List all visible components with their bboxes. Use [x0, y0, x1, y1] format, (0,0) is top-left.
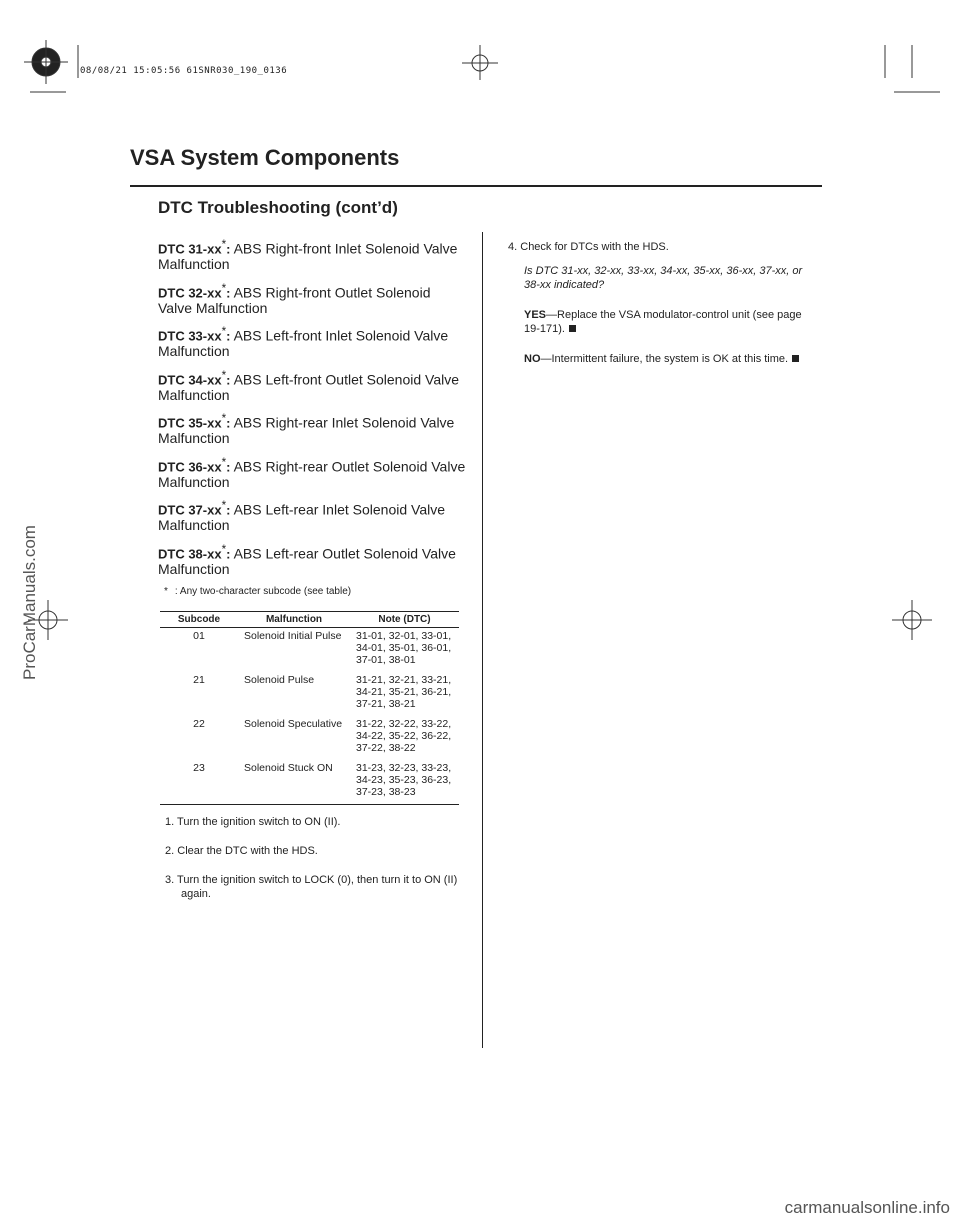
dtc-description: ABS Left-rear Outlet Solenoid Valve Malfunction: [158, 545, 456, 577]
cell-note: 31-22, 32-22, 33-22, 34-22, 35-22, 36-22, 37-22, 38-22: [356, 718, 452, 754]
cell-subcode: 22: [193, 718, 205, 730]
dtc-item: [158, 411, 468, 446]
subcode-footnote: [164, 586, 351, 597]
procedure-step: [165, 844, 465, 858]
section-subtitle: DTC Troubleshooting (cont’d): [158, 198, 398, 217]
no-label: NO: [524, 353, 541, 365]
dtc-item: [158, 542, 468, 577]
page-title: VSA System Components: [130, 145, 400, 170]
dtc-description: ABS Left-rear Inlet Solenoid Valve Malfunction: [158, 501, 446, 533]
dtc-colon: :: [226, 546, 231, 562]
dtc-colon: :: [226, 241, 231, 257]
end-square-icon: [569, 325, 576, 332]
dtc-description: ABS Right-rear Outlet Solenoid Valve Malfunction: [158, 458, 466, 490]
cell-note: 31-01, 32-01, 33-01, 34-01, 35-01, 36-01, 37-01, 38-01: [356, 630, 452, 666]
dtc-description: ABS Left-front Inlet Solenoid Valve Malfunction: [158, 327, 449, 359]
dtc-description: ABS Right-rear Inlet Solenoid Valve Malfunction: [158, 414, 455, 446]
yes-label: YES: [524, 309, 547, 321]
dtc-item: [158, 324, 468, 359]
side-watermark: ProCarManuals.com: [20, 525, 39, 680]
footnote-marker: *: [164, 586, 168, 597]
dtc-item: [158, 368, 468, 403]
dtc-code: DTC 32-xx: [158, 285, 222, 301]
subcode-marker: *: [221, 369, 227, 382]
step-number: 3.: [165, 874, 175, 886]
dtc-item: [158, 498, 468, 533]
step-text: Turn the ignition switch to ON (II).: [177, 816, 341, 828]
procedure-steps: [165, 815, 465, 916]
subcode-marker: *: [221, 412, 227, 425]
step-4-block: [508, 240, 808, 366]
table-row: [160, 716, 459, 760]
step-number: 1.: [165, 816, 175, 828]
dtc-description: ABS Left-front Outlet Solenoid Valve Malfunction: [158, 371, 460, 403]
dtc-code: DTC 31-xx: [158, 241, 222, 257]
dtc-colon: :: [226, 459, 231, 475]
step-number: 4.: [508, 241, 518, 253]
cell-subcode: 21: [193, 674, 205, 686]
subcode-marker: *: [221, 282, 227, 295]
cell-note: 31-23, 32-23, 33-23, 34-23, 35-23, 36-23, 37-23, 38-23: [350, 760, 459, 805]
bottom-watermark: carmanualsonline.info: [784, 1198, 950, 1217]
dtc-colon: :: [226, 502, 231, 518]
dtc-code: DTC 36-xx: [158, 459, 222, 475]
title-divider: [130, 185, 822, 187]
no-text: Intermittent failure, the system is OK at this time.: [551, 353, 789, 365]
dtc-code: DTC 33-xx: [158, 328, 222, 344]
subcode-marker: *: [221, 499, 227, 512]
procedure-step: [165, 815, 465, 829]
cell-malfunction: Solenoid Speculative: [244, 718, 343, 730]
subcode-table: [160, 611, 459, 805]
subcode-marker: *: [221, 325, 227, 338]
cell-note: 31-21, 32-21, 33-21, 34-21, 35-21, 36-21, 37-21, 38-21: [356, 674, 452, 710]
cell-subcode: 23: [160, 760, 238, 805]
print-stamp: 08/08/21 15:05:56 61SNR030_190_0136: [80, 66, 288, 76]
step-text: Check for DTCs with the HDS.: [520, 241, 669, 253]
yes-answer: YES—Replace the VSA modulator-control unit (see page 19-171).: [524, 309, 802, 335]
table-row: [160, 760, 459, 805]
header-note: Note (DTC): [350, 612, 459, 628]
cell-malfunction: Solenoid Initial Pulse: [244, 630, 342, 642]
dtc-item: [158, 237, 468, 272]
yes-text: Replace the VSA modulator-control unit (see page 19-171).: [524, 309, 802, 335]
dtc-code: DTC 34-xx: [158, 372, 222, 388]
subcode-marker: *: [221, 456, 227, 469]
end-square-icon: [792, 355, 799, 362]
dtc-colon: :: [226, 415, 231, 431]
no-answer: NO—Intermittent failure, the system is OK at this time.: [524, 352, 808, 366]
dtc-item: [158, 455, 468, 490]
footnote-text: : Any two-character subcode (see table): [174, 586, 352, 597]
procedure-step: [165, 873, 465, 901]
subcode-marker: *: [221, 543, 227, 556]
table-row: [160, 628, 459, 673]
step-question: Is DTC 31-xx, 32-xx, 33-xx, 34-xx, 35-xx, 36-xx, 37-xx, or 38-xx indicated?: [524, 265, 803, 291]
dtc-item: [158, 281, 468, 316]
step-number: 2.: [165, 845, 175, 857]
table-row: [160, 672, 459, 716]
dtc-colon: :: [226, 372, 231, 388]
dtc-code: DTC 37-xx: [158, 502, 222, 518]
dtc-code: DTC 35-xx: [158, 415, 222, 431]
subcode-marker: *: [221, 238, 227, 251]
step-text: Clear the DTC with the HDS.: [177, 845, 318, 857]
header-malfunction: Malfunction: [238, 612, 350, 628]
table-header-row: [160, 612, 459, 628]
step-text: Turn the ignition switch to LOCK (0), then turn it to ON (II) again.: [177, 874, 458, 900]
dtc-description: ABS Right-front Inlet Solenoid Valve Malfunction: [158, 240, 458, 272]
dtc-colon: :: [226, 328, 231, 344]
cell-subcode: 01: [193, 630, 205, 642]
cell-malfunction: Solenoid Stuck ON: [238, 760, 350, 805]
dtc-colon: :: [226, 285, 231, 301]
cell-malfunction: Solenoid Pulse: [244, 674, 315, 686]
procedure-step: [508, 240, 808, 254]
header-subcode: Subcode: [160, 612, 238, 628]
dtc-code: DTC 38-xx: [158, 546, 222, 562]
column-divider: [482, 232, 483, 1048]
dtc-description: ABS Right-front Outlet Solenoid Valve Malfunction: [158, 284, 431, 316]
